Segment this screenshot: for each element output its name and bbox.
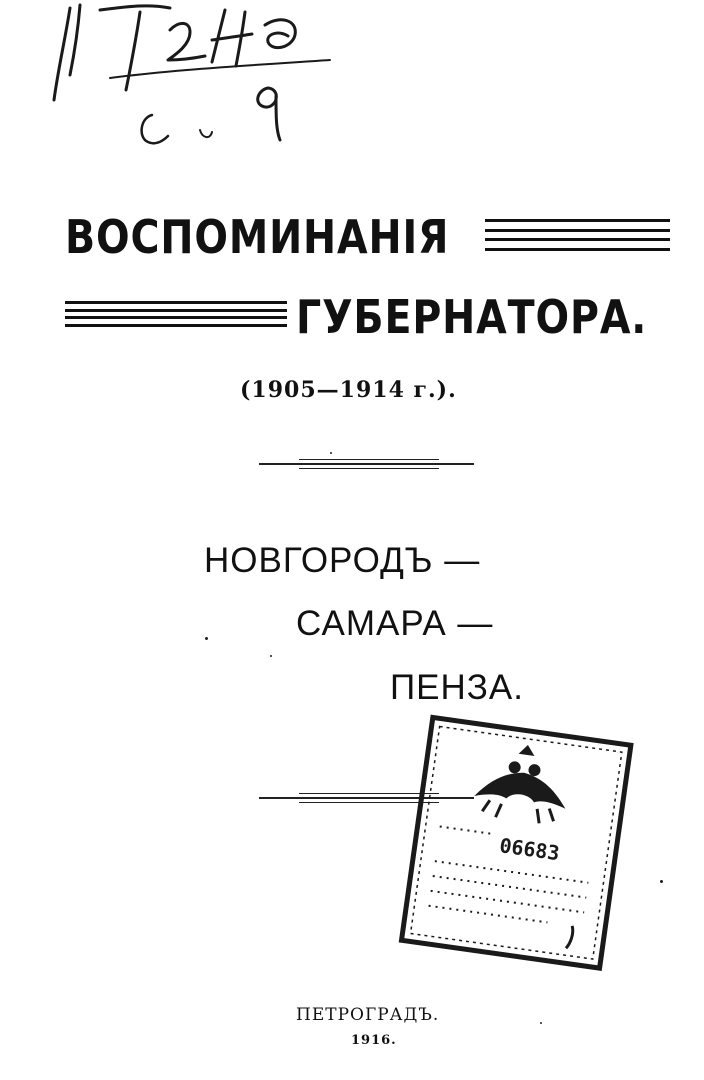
scan-speck bbox=[270, 655, 272, 657]
title-line-2: ГУБЕРНАТОРА. bbox=[296, 290, 648, 344]
rule-line bbox=[485, 229, 670, 232]
city-penza: ПЕНЗА. bbox=[390, 668, 524, 707]
scan-speck bbox=[660, 880, 663, 883]
rule-line bbox=[65, 316, 287, 319]
rule-line bbox=[485, 248, 670, 251]
scan-speck bbox=[205, 637, 208, 640]
city-samara: САМАРА — bbox=[296, 604, 494, 643]
scan-speck bbox=[540, 1022, 542, 1024]
rule-line bbox=[65, 324, 287, 327]
imprint-year: 1916. bbox=[351, 1033, 397, 1048]
rule-line bbox=[65, 301, 287, 304]
title-rule-lines-left bbox=[65, 301, 287, 327]
rule-line bbox=[65, 309, 287, 312]
handwritten-shelf-mark bbox=[40, 0, 340, 160]
title-rule-lines-right bbox=[485, 219, 670, 251]
stamp-number: 06683 bbox=[498, 833, 562, 866]
title-years: (1905—1914 г.). bbox=[240, 377, 457, 403]
library-stamp bbox=[388, 712, 640, 977]
rule-line bbox=[485, 219, 670, 222]
city-novgorod: НОВГОРОДЪ — bbox=[204, 541, 481, 580]
rule-line bbox=[485, 238, 670, 241]
imprint-place: ПЕТРОГРАДЪ. bbox=[296, 1005, 440, 1025]
title-line-1: ВОСПОМИНАНІЯ bbox=[65, 210, 450, 264]
ornamental-divider bbox=[259, 459, 474, 469]
scan-speck bbox=[330, 452, 332, 454]
